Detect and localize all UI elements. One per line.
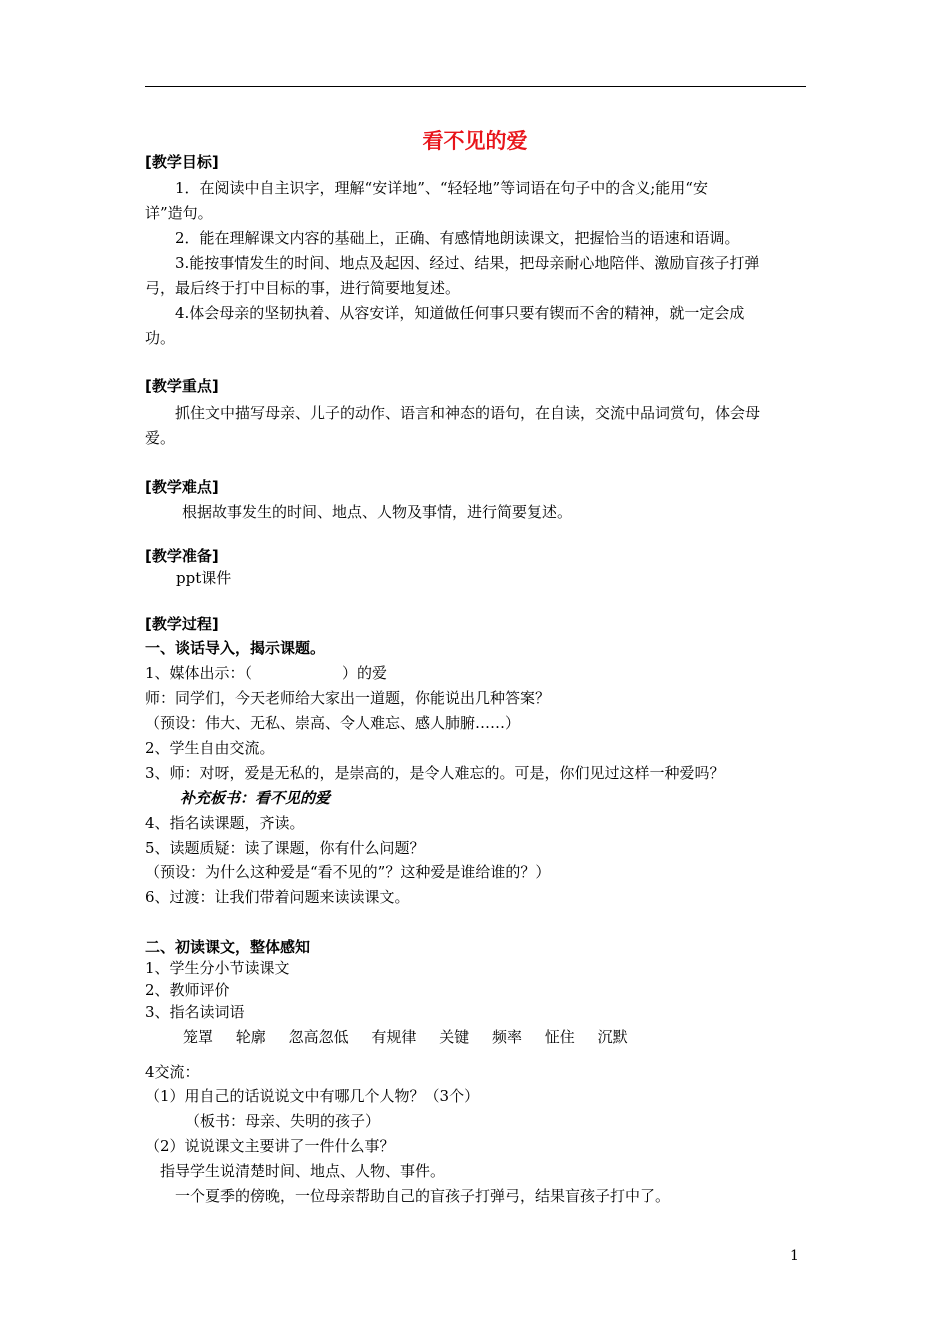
vocab-word: 忽高忽低 xyxy=(288,1028,349,1046)
question-1: （1）用自己的话说说文中有哪几个人物？（3个） xyxy=(145,1087,480,1105)
section-heading-difficulty: [教学难点] xyxy=(145,478,219,496)
key-line: 抓住文中描写母亲、儿子的动作、语言和神态的语句，在自读，交流中品词赏句，体会母 xyxy=(175,404,761,422)
key-line: 爱。 xyxy=(145,429,176,447)
vocab-word: 有规律 xyxy=(371,1028,417,1046)
vocabulary-list xyxy=(183,1027,646,1047)
goal-line: 3.能按事情发生的时间、地点及起因、经过、结果，把母亲耐心地陪伴、激励盲孩子打弹 xyxy=(175,254,760,272)
process-line: 5、读题质疑：读了课题，你有什么问题？ xyxy=(145,839,425,857)
process-line: 2、教师评价 xyxy=(145,981,230,999)
process-line: （预设：为什么这种爱是“看不见的”？这种爱是谁给谁的？） xyxy=(145,863,551,881)
vocab-word: 关键 xyxy=(439,1028,470,1046)
goal-line: 弓，最后终于打中目标的事，进行简要地复述。 xyxy=(145,279,461,297)
difficulty-line: 根据故事发生的时间、地点、人物及事情，进行简要复述。 xyxy=(182,503,573,521)
process-line: 1、学生分小节读课文 xyxy=(145,959,290,977)
vocab-word: 笼罩 xyxy=(183,1028,214,1046)
goal-line: 1．在阅读中自主识字，理解“安详地”、“轻轻地”等词语在句子中的含义;能用“安 xyxy=(175,179,708,197)
board-note: 补充板书：看不见的爱 xyxy=(180,789,331,807)
process-line: 4、指名读课题，齐读。 xyxy=(145,814,305,832)
summary-line: 一个夏季的傍晚，一位母亲帮助自己的盲孩子打弹弓，结果盲孩子打中了。 xyxy=(175,1187,671,1205)
process-line: 1、媒体出示：（ ）的爱 xyxy=(145,664,388,682)
page-number: 1 xyxy=(790,1248,799,1264)
process-line: （预设：伟大、无私、崇高、令人难忘、感人肺腑……） xyxy=(145,714,521,732)
section-heading-key: [教学重点] xyxy=(145,377,219,395)
section-heading-goals: [教学目标] xyxy=(145,153,219,171)
section-heading-prep: [教学准备] xyxy=(145,547,219,565)
goal-line: 详”造句。 xyxy=(145,204,213,222)
vocab-word: 频率 xyxy=(491,1028,522,1046)
goal-line: 2．能在理解课文内容的基础上，正确、有感情地朗读课文，把握恰当的语速和语调。 xyxy=(175,229,740,247)
vocab-word: 沉默 xyxy=(597,1028,628,1046)
question-1-board: （板书：母亲、失明的孩子） xyxy=(185,1112,381,1130)
goal-line: 4.体会母亲的坚韧执着、从容安详，知道做任何事只要有锲而不舍的精神，就一定会成 xyxy=(175,304,745,322)
process-line: 3、师：对呀，爱是无私的，是崇高的，是令人难忘的。可是，你们见过这样一种爱吗？ xyxy=(145,764,725,782)
part2-heading: 二、初读课文，整体感知 xyxy=(145,938,311,956)
exchange-label: 4交流： xyxy=(145,1063,200,1081)
prep-line: ppt课件 xyxy=(176,569,232,587)
process-line: 2、学生自由交流。 xyxy=(145,739,275,757)
header-rule xyxy=(145,86,806,87)
goal-line: 功。 xyxy=(145,329,176,347)
part1-heading: 一、谈话导入，揭示课题。 xyxy=(145,639,326,657)
process-line: 3、指名读词语 xyxy=(145,1003,245,1021)
section-heading-process: [教学过程] xyxy=(145,615,219,633)
guide-line: 指导学生说清楚时间、地点、人物、事件。 xyxy=(160,1162,446,1180)
process-line: 6、过渡：让我们带着问题来读读课文。 xyxy=(145,888,410,906)
question-2: （2）说说课文主要讲了一件什么事？ xyxy=(145,1137,395,1155)
vocab-word: 轮廓 xyxy=(235,1028,266,1046)
process-line: 师：同学们，今天老师给大家出一道题，你能说出几种答案？ xyxy=(145,689,551,707)
page-title: 看不见的爱 xyxy=(422,129,528,153)
vocab-word: 怔住 xyxy=(544,1028,575,1046)
